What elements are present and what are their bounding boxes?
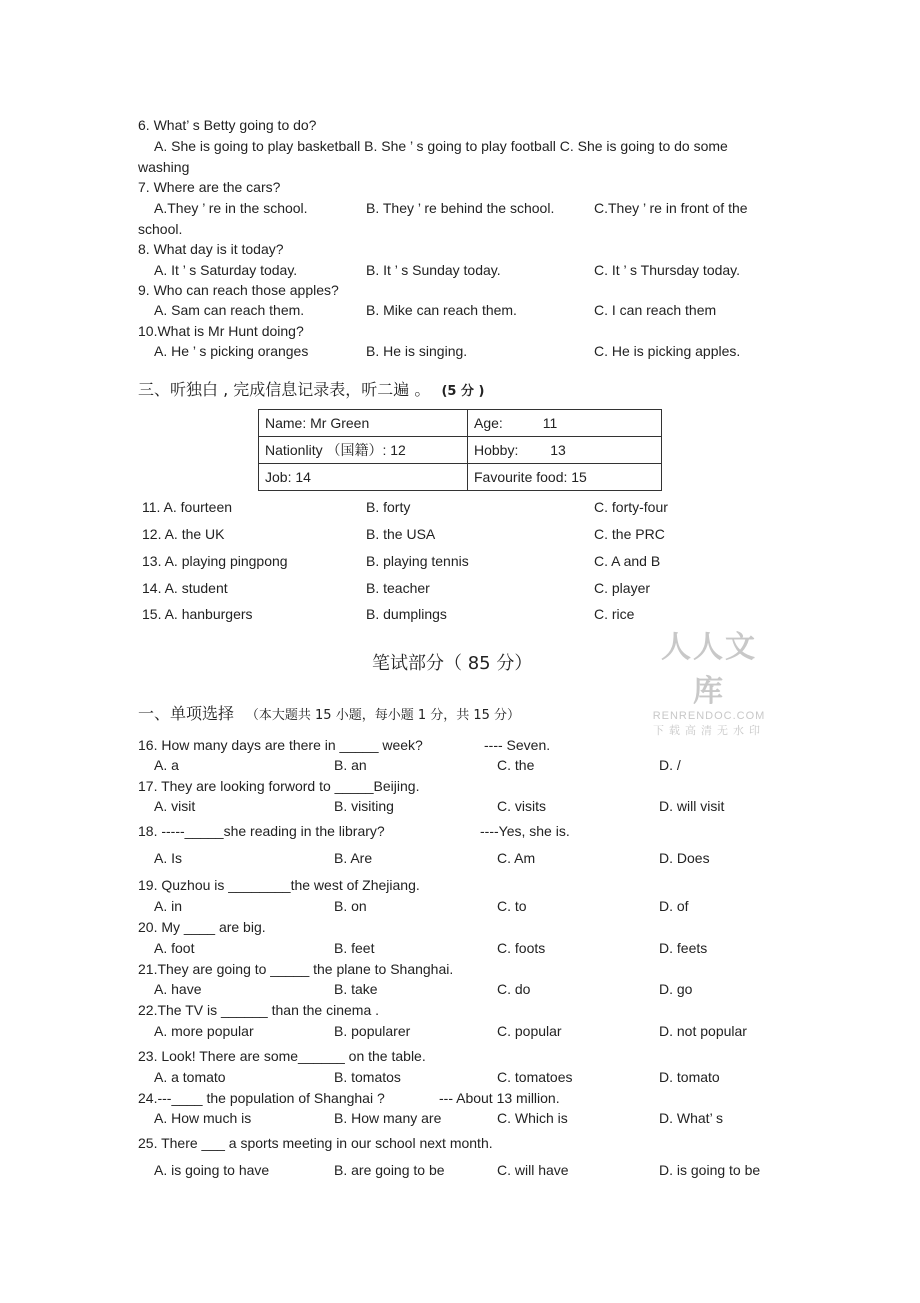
q18-option-a: A. Is: [154, 850, 183, 866]
q18-answer-hint: ----Yes, she is.: [480, 823, 570, 839]
q9-option-c: C. I can reach them: [594, 302, 717, 318]
q21-option-a: A. have: [154, 981, 202, 997]
written-part-title: 笔试部分（ 85 分）: [372, 653, 533, 674]
watermark-name: 人人文库: [661, 630, 757, 709]
q25-stem: 25. There ___ a sports meeting in our school next month.: [138, 1135, 493, 1151]
info-record-table: [258, 409, 662, 491]
q9-option-a: A. Sam can reach them.: [154, 302, 305, 318]
item-14-option-a: 14. A. student: [142, 580, 228, 596]
table-cell-nationality: [259, 437, 468, 464]
q19-stem: 19. Quzhou is ________the west of Zhejiang.: [138, 877, 420, 893]
q22-option-d: D. not popular: [659, 1023, 747, 1039]
q23-stem: 23. Look! There are some______ on the table.: [138, 1048, 426, 1064]
q16-option-b: B. an: [334, 757, 367, 773]
q17-option-d: D. will visit: [659, 798, 725, 814]
age-value: 11: [542, 415, 558, 431]
item-11-option-b: B. forty: [366, 499, 411, 515]
q6-options-cont: washing: [138, 159, 190, 175]
q23-option-d: D. tomato: [659, 1069, 720, 1085]
q20-stem: 20. My ____ are big.: [138, 919, 266, 935]
q16-stem: 16. How many days are there in _____ week?: [138, 737, 423, 753]
q19-option-d: D. of: [659, 898, 689, 914]
q17-option-a: A. visit: [154, 798, 196, 814]
q23-option-a: A. a tomato: [154, 1069, 226, 1085]
q10-option-c: C. He is picking apples.: [594, 343, 741, 359]
q7-option-a: A.They ’ re in the school.: [154, 200, 308, 216]
q18-stem: 18. -----_____she reading in the library?: [138, 823, 385, 839]
age-label: Age:: [474, 415, 503, 431]
q8-option-c: C. It ’ s Thursday today.: [594, 262, 741, 278]
q24-option-b: B. How many are: [334, 1110, 442, 1126]
item-12-option-a: 12. A. the UK: [142, 526, 225, 542]
q7-option-b: B. They ’ re behind the school.: [366, 200, 555, 216]
item-15-option-a: 15. A. hanburgers: [142, 606, 253, 622]
table-cell-hobby: [468, 437, 662, 464]
item-11-option-a: 11. A. fourteen: [142, 499, 233, 515]
section1-note: （本大题共 15 小题，每小题 1 分，共 15 分）: [245, 708, 521, 723]
item-14-option-c: C. player: [594, 580, 651, 596]
q18-option-b: B. Are: [334, 850, 373, 866]
table-row: [259, 410, 662, 437]
table-row: [259, 464, 662, 491]
q24-answer-hint: --- About 13 million.: [439, 1090, 560, 1106]
q16-option-a: A. a: [154, 757, 179, 773]
q18-option-d: D. Does: [659, 850, 710, 866]
q20-option-a: A. foot: [154, 940, 195, 956]
hobby-label: Hobby:: [474, 442, 519, 458]
q22-option-c: C. popular: [497, 1023, 562, 1039]
q25-option-c: C. will have: [497, 1162, 569, 1178]
q19-option-a: A. in: [154, 898, 183, 914]
table-cell-age: [468, 410, 662, 437]
q19-option-b: B. on: [334, 898, 367, 914]
table-row: [259, 437, 662, 464]
q25-option-d: D. is going to be: [659, 1162, 761, 1178]
item-12-option-c: C. the PRC: [594, 526, 665, 542]
q22-stem: 22.The TV is ______ than the cinema .: [138, 1002, 380, 1018]
nationality-label: Nationlity （国籍）:: [265, 442, 391, 458]
q6-stem: 6. What’ s Betty going to do?: [138, 117, 317, 133]
q17-option-b: B. visiting: [334, 798, 394, 814]
q24-option-a: A. How much is: [154, 1110, 252, 1126]
q17-option-c: C. visits: [497, 798, 546, 814]
q22-option-b: B. popularer: [334, 1023, 411, 1039]
q16-option-c: C. the: [497, 757, 535, 773]
q25-option-a: A. is going to have: [154, 1162, 270, 1178]
q20-option-b: B. feet: [334, 940, 375, 956]
q24-stem: 24.---____ the population of Shanghai ?: [138, 1090, 385, 1106]
q20-option-c: C. foots: [497, 940, 546, 956]
item-15-option-b: B. dumplings: [366, 606, 447, 622]
q19-option-c: C. to: [497, 898, 527, 914]
q21-stem: 21.They are going to _____ the plane to Shanghai.: [138, 961, 454, 977]
section3-heading: [138, 377, 484, 400]
q16-answer-hint: ---- Seven.: [484, 737, 551, 753]
q10-stem: 10.What is Mr Hunt doing?: [138, 323, 304, 339]
q23-option-c: C. tomatoes: [497, 1069, 573, 1085]
watermark-tagline: 下载高清无水印: [653, 725, 765, 737]
q10-option-b: B. He is singing.: [366, 343, 468, 359]
q6-options: A. She is going to play basketball B. She ’ s going to play football C. She is going to do some: [154, 138, 728, 154]
q21-option-b: B. take: [334, 981, 378, 997]
watermark-url: RENRENDOC.COM: [652, 710, 766, 722]
q21-option-c: C. do: [497, 981, 531, 997]
q17-stem: 17. They are looking forword to _____Beijing.: [138, 778, 420, 794]
q22-option-a: A. more popular: [154, 1023, 254, 1039]
q9-stem: 9. Who can reach those apples?: [138, 282, 339, 298]
q7-option-c: C.They ’ re in front of the: [594, 200, 748, 216]
q16-option-d: D. /: [659, 757, 681, 773]
section1-heading: [138, 701, 520, 724]
table-cell-job: Job: 14: [259, 464, 468, 491]
section3-score: (5 分 ): [441, 384, 485, 399]
q10-option-a: A. He ’ s picking oranges: [154, 343, 309, 359]
hobby-value: 13: [550, 442, 566, 458]
section3-title: 三、听独白 , 完成信息记录表，听二遍 。: [138, 380, 431, 399]
q24-option-d: D. What’ s: [659, 1110, 724, 1126]
q23-option-b: B. tomatos: [334, 1069, 401, 1085]
q8-stem: 8. What day is it today?: [138, 241, 284, 257]
watermark-logo: [646, 622, 772, 738]
nationality-value: 12: [390, 442, 406, 458]
q8-option-a: A. It ’ s Saturday today.: [154, 262, 298, 278]
q7-stem: 7. Where are the cars?: [138, 179, 281, 195]
q24-option-c: C. Which is: [497, 1110, 568, 1126]
item-12-option-b: B. the USA: [366, 526, 436, 542]
q9-option-b: B. Mike can reach them.: [366, 302, 517, 318]
q21-option-d: D. go: [659, 981, 693, 997]
q8-option-b: B. It ’ s Sunday today.: [366, 262, 501, 278]
q20-option-d: D. feets: [659, 940, 708, 956]
item-11-option-c: C. forty-four: [594, 499, 668, 515]
item-13-option-a: 13. A. playing pingpong: [142, 553, 288, 569]
table-cell-food: Favourite food: 15: [468, 464, 662, 491]
item-14-option-b: B. teacher: [366, 580, 430, 596]
item-15-option-c: C. rice: [594, 606, 635, 622]
q18-option-c: C. Am: [497, 850, 536, 866]
q7-option-c-cont: school.: [138, 221, 183, 237]
item-13-option-c: C. A and B: [594, 553, 661, 569]
table-cell-name: Name: Mr Green: [259, 410, 468, 437]
item-13-option-b: B. playing tennis: [366, 553, 469, 569]
section1-title: 一、单项选择: [138, 704, 235, 723]
q25-option-b: B. are going to be: [334, 1162, 445, 1178]
